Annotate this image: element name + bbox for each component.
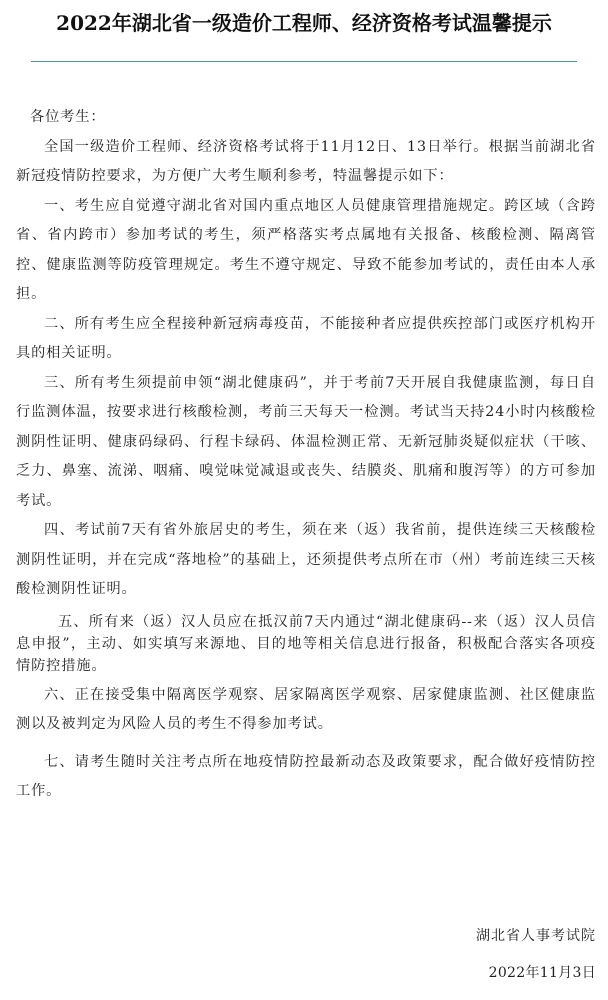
issue-date: 2022年11月3日 [488,965,596,981]
issuer-signature: 湖北省人事考试院 [476,928,596,944]
item-7-paragraph: 七、请考生随时关注考点所在地疫情防控最新动态及政策要求，配合做好疫情防控工作。 [16,753,596,799]
title-divider [31,61,577,62]
item-1-paragraph: 一、考生应自觉遵守湖北省对国内重点地区人员健康管理措施规定。跨区域（含跨省、省内跨市）参加考试的考生，须严格落实考点属地有关报备、核酸检测、隔离管控、健康监测等防疫管理规定。考生不遵守规定、导致不能参加考试的，责任由本人承担。 [16,197,596,302]
page-title: 2022年湖北省一级造价工程师、经济资格考试温馨提示 [56,11,552,35]
notice-body [16,103,596,807]
intro-paragraph: 全国一级造价工程师、经济资格考试将于11月12日、13日举行。根据当前湖北省新冠疫情防控要求，为方便广大考生顺利参考，特温馨提示如下： [16,138,596,184]
item-6-paragraph: 六、正在接受集中隔离医学观察、居家隔离医学观察、居家健康监测、社区健康监测以及被判定为风险人员的考生不得参加考试。 [16,686,596,732]
item-4-paragraph: 四、考试前7天有省外旅居史的考生，须在来（返）我省前，提供连续三天核酸检测阴性证明，并在完成“落地检”的基础上，还须提供考点所在市（州）考前连续三天核酸检测阴性证明。 [16,522,596,597]
item-2-paragraph: 二、所有考生应全程接种新冠病毒疫苗，不能接种者应提供疾控部门或医疗机构开具的相关证明。 [16,315,596,361]
item-3-paragraph: 三、所有考生须提前申领“湖北健康码”，并于考前7天开展自我健康监测，每日自行监测体温，按要求进行核酸检测，考前三天每天一检测。考试当天持24小时内核酸检测阴性证明、健康码绿码、行程卡绿码、体温检测正常、无新冠肺炎疑似症状（干咳、乏力、鼻塞、流涕、咽痛、嗅觉味觉减退或丧失、结膜炎、肌痛和腹泻等）的方可参加考试。 [16,374,596,509]
greeting: 各位考生： [30,109,106,125]
item-5-paragraph: 五、所有来（返）汉人员应在抵汉前7天内通过“湖北健康码--来（返）汉人员信息申报”，主动、如实填写来源地、目的地等相关信息进行报备，积极配合落实各项疫情防控措施。 [16,613,596,674]
